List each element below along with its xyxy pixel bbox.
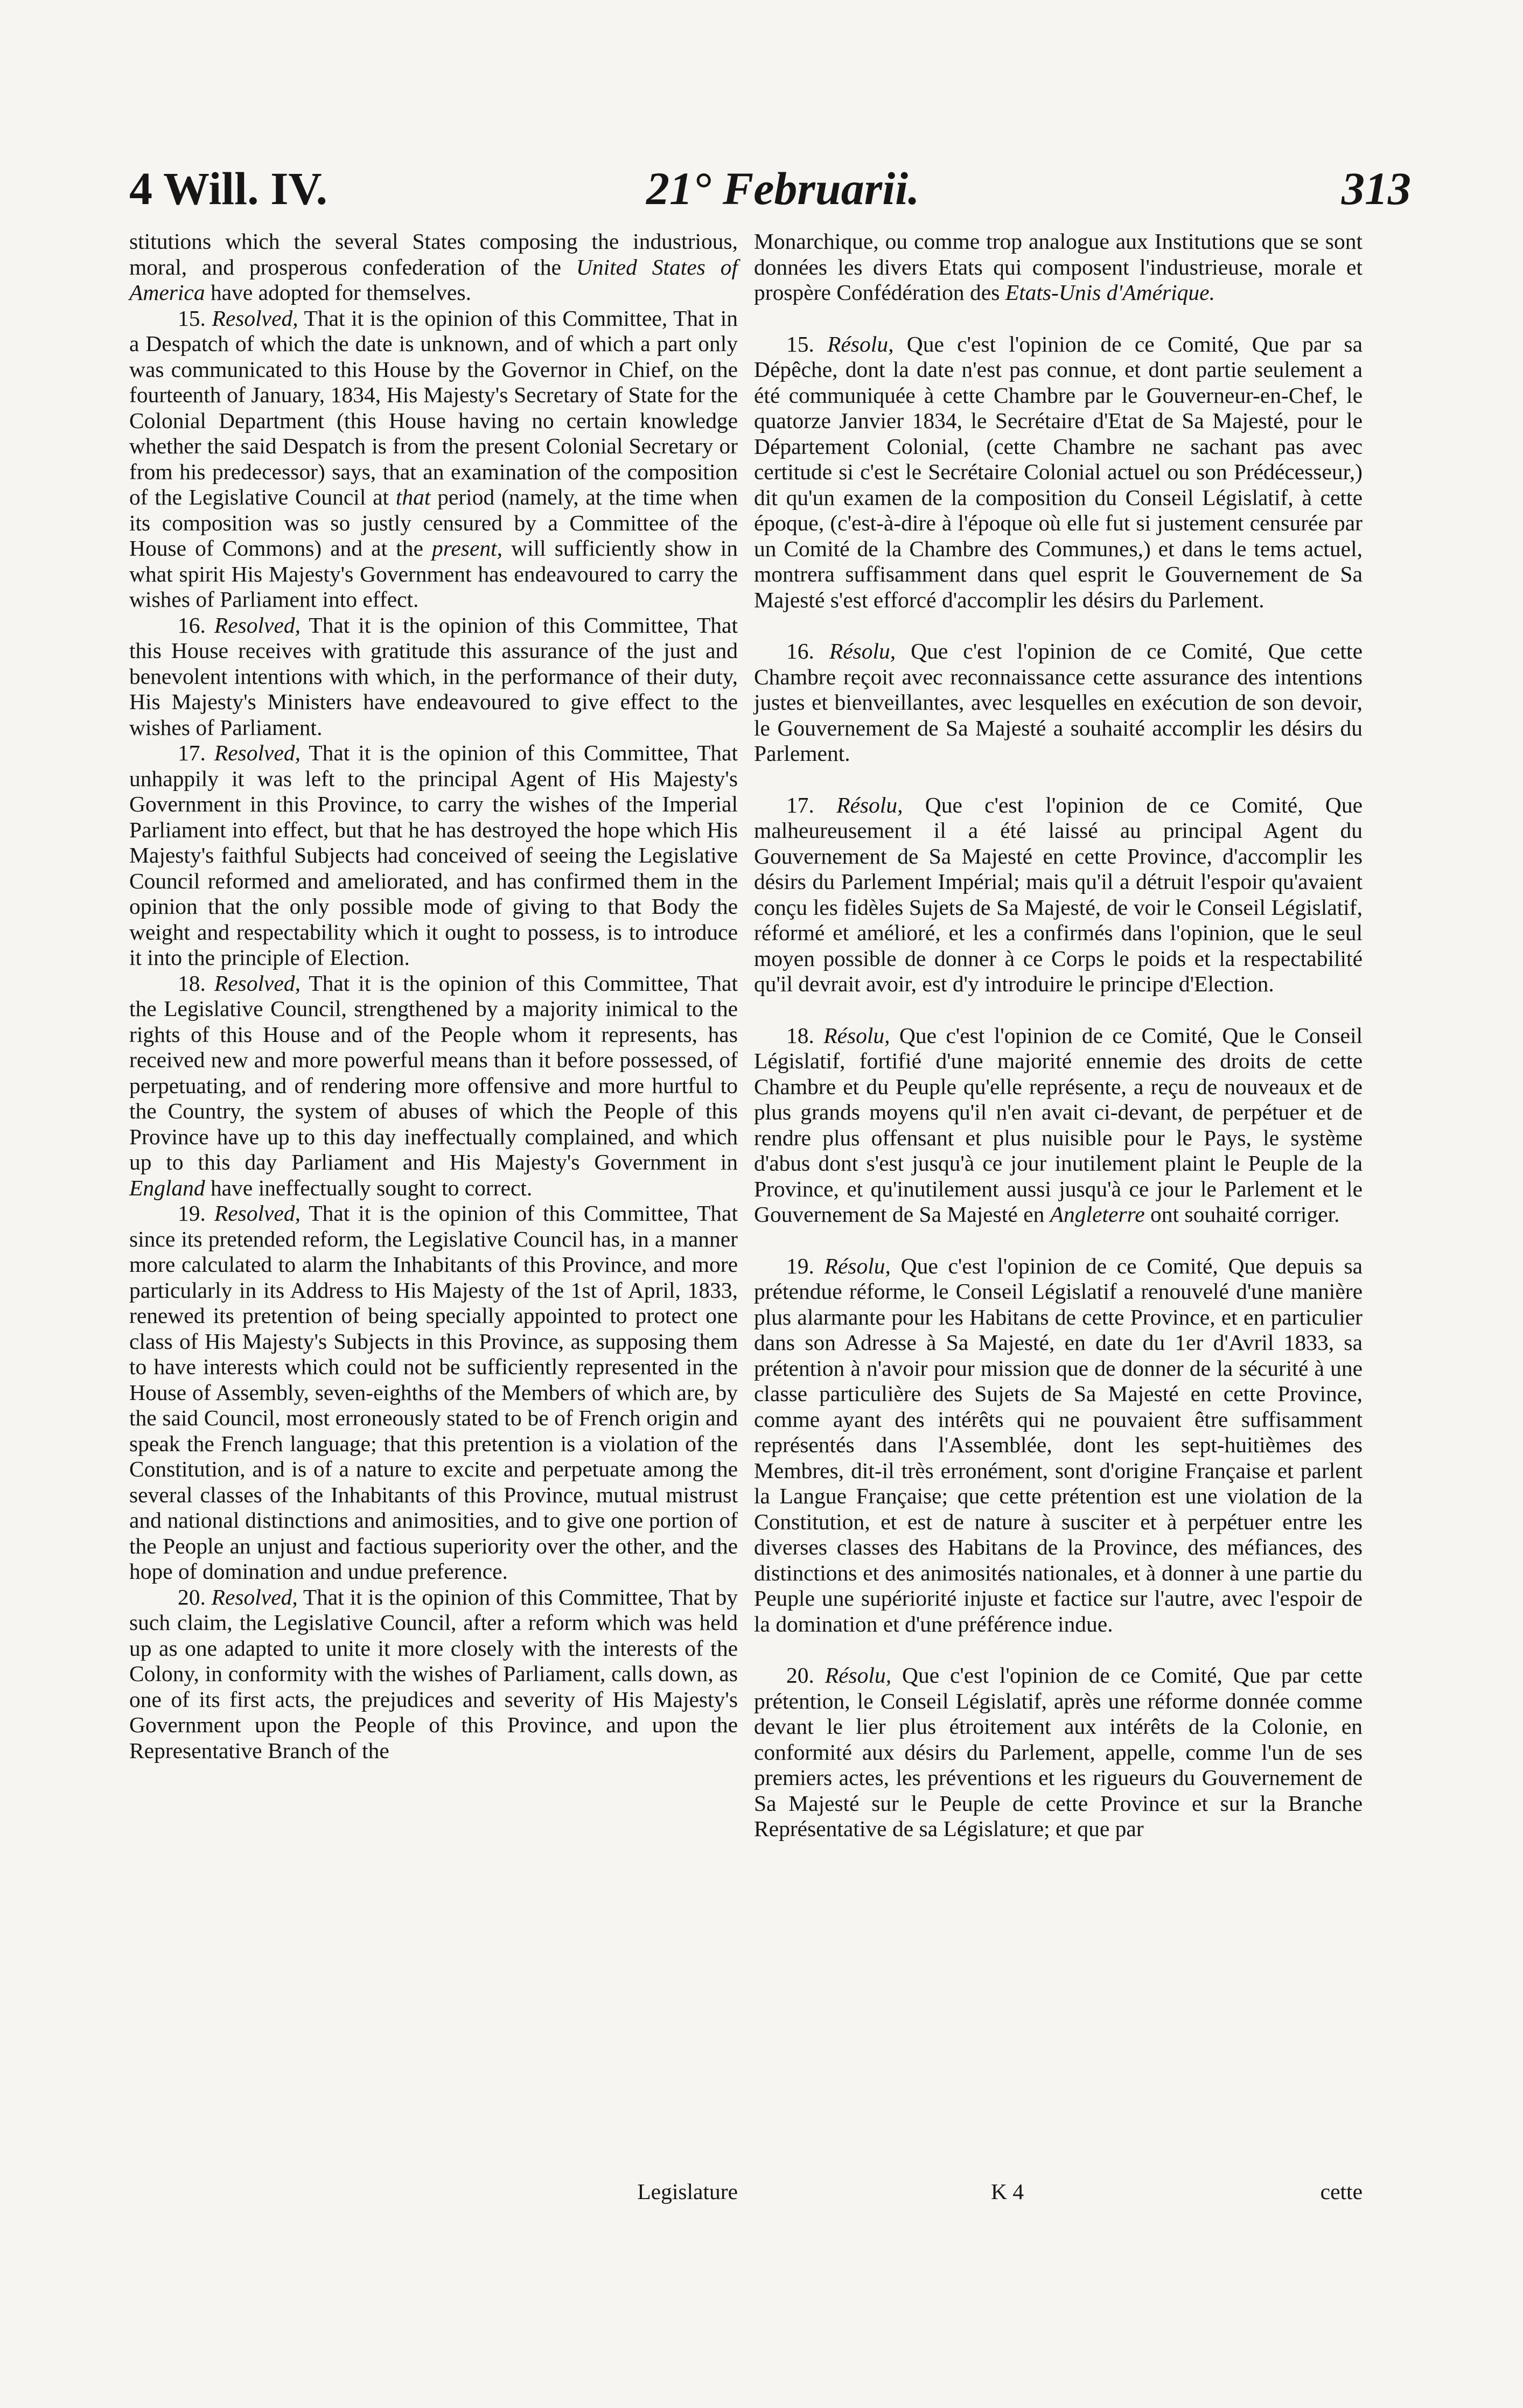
- emphasis: that: [395, 485, 431, 509]
- intro-text: stitutions which the several States composing the industrious, moral, and prosperous confederation of the: [129, 229, 738, 279]
- resolution-text: Que c'est l'opinion de ce Comité, Que cette Chambre reçoit avec reconnaissance cette assurance des intentions justes et bienveillantes, avec lesquelles en exécution de son devoir, le Gouvernement de Sa Majesté a souhaité accomplir les désirs du Parlement.: [754, 639, 1363, 766]
- resolution-number: 18.: [786, 1023, 824, 1048]
- intro-end: have adopted for themselves.: [205, 280, 471, 305]
- resolution-19: [129, 1201, 738, 1585]
- resolution-number: 15.: [786, 331, 828, 356]
- resolution-number: 15.: [178, 305, 212, 331]
- resolution-number: 16.: [786, 639, 829, 663]
- resolution-number: 19.: [178, 1201, 214, 1226]
- resolution-number: 17.: [178, 740, 214, 765]
- resolution-number: 18.: [178, 970, 214, 996]
- resolved-label: Resolved,: [211, 1584, 298, 1609]
- page-number: 313: [1342, 163, 1411, 214]
- resolution-text: That it is the opinion of this Committee, That by such claim, the Legislative Council, after a reform which was held up as one adapted to unite it more closely with the interests of the Colony, in conformity with the wishes of Parliament, calls down, as one of its first acts, the prejudices and severity of His Majesty's Government upon the People of this Province, and upon the Representative Branch of the: [129, 1584, 738, 1763]
- resolution-20: [129, 1585, 738, 1764]
- resolution-number: 17.: [786, 792, 837, 817]
- resolution-text: will sufficiently show in what spirit His Majesty's Government has endeavoured to carry the wishes of Parliament into effect.: [129, 536, 738, 612]
- catchword-left: Legislature: [637, 2179, 738, 2204]
- resolution-16: [129, 613, 738, 741]
- catchword-right: cette: [1320, 2179, 1363, 2204]
- resolution-number: 19.: [786, 1253, 825, 1278]
- continued-paragraph: [754, 229, 1363, 306]
- resolution-text: That it is the opinion of this Committee, That in a Despatch of which the date is unknown, and of which a part only was communicated to this House by the Governor in Chief, on the fourteenth of January, 1834, His Majesty's Secretary of State for the Colonial Department (this House having no certain knowledge whether the said Despatch is from the present Colonial Secretary or from his predecessor) says, that an examination of the composition of the Legislative Council at: [129, 305, 738, 509]
- resolved-label: Résolu,: [825, 1663, 892, 1688]
- resolved-label: Résolu,: [836, 792, 903, 817]
- emphasis: Angleterre: [1050, 1202, 1145, 1227]
- resolution-15: [129, 306, 738, 613]
- signature-mark: K 4: [991, 2179, 1024, 2204]
- session-date: 21° Februarii.: [646, 163, 920, 214]
- resolved-label: Resolved,: [214, 740, 301, 765]
- intro-text: Monarchique, ou comme trop analogue aux Institutions que se sont données les divers Etats qui composent l'industrieuse, morale et prospère Confédération des: [754, 229, 1363, 305]
- resolution-text: Que c'est l'opinion de ce Comité, Que malheureusement il a été laissé au principal Agent du Gouvernement de Sa Majesté en cette Province, d'accomplir les désirs du Parlement Impérial; mais qu'il a détruit l'espoir qu'avaient conçu les fidèles Sujets de Sa Majesté, de voir le Conseil Législatif, réformé et amélioré, et les a confirmés dans l'opinion, que le seul moyen possible de donner à ce Corps le poids et la respectabilité qu'il devrait avoir, est d'y introduire le principe d'Election.: [754, 792, 1363, 996]
- resolved-label: Résolu,: [824, 1253, 891, 1278]
- resolution-text: That it is the opinion of this Committee, That unhappily it was left to the principal Agent of His Majesty's Government in this Province, to carry the wishes of the Imperial Parliament into effect, but that he has destroyed the hope which His Majesty's faithful Subjects had conceived of seeing the Legislative Council reformed and ameliorated, and has confirmed them in the opinion that the only possible mode of giving to that Body the weight and respectability which it ought to possess, is to introduce it into the principle of Election.: [129, 740, 738, 970]
- regnal-year: 4 Will. IV.: [129, 163, 328, 214]
- resolution-20: [754, 1663, 1363, 1842]
- page-header: [129, 162, 1411, 221]
- resolution-16: [754, 639, 1363, 767]
- emphasis: England: [129, 1175, 205, 1200]
- continued-paragraph: [129, 229, 738, 306]
- resolved-label: Résolu,: [823, 1023, 890, 1048]
- french-column: [754, 229, 1363, 1842]
- resolution-17: [754, 793, 1363, 997]
- resolved-label: Resolved,: [214, 1201, 301, 1226]
- resolution-text: Que c'est l'opinion de ce Comité, Que le Conseil Législatif, fortifié d'une majorité ennemie des droits de cette Chambre et du Peuple qu'elle représente, a reçu de nouveaux et de plus grands moyens qu'il n'en avait ci-devant, de perpétuer et de rendre plus offensant et plus nuisible pour le Pays, le système d'abus dont s'est jusqu'à ce jour inutilement plaint le Peuple de la Province, et qu'inutilement aussi jusqu'à ce jour le Parlement et le Gouvernement de Sa Majesté en: [754, 1023, 1363, 1227]
- resolution-17: [129, 740, 738, 971]
- resolution-text: That it is the opinion of this Committee, That the Legislative Council, strengthened by a majority inimical to the rights of this House and of the People whom it represents, has received new and more powerful means than it before possessed, of perpetuating, and of rendering more offensive and more hurtful to the Country, the system of abuses of which the People of this Province have up to this day ineffectually complained, and which up to this day Parliament and His Majesty's Government in: [129, 970, 738, 1174]
- resolution-number: 20.: [178, 1584, 212, 1609]
- resolution-15: [754, 332, 1363, 613]
- resolution-text: Que c'est l'opinion de ce Comité, Que par cette prétention, le Conseil Législatif, après une réforme donnée comme devant le lier plus étroitement aux intérêts de la Colonie, en conformité aux désirs du Parlement, appelle, comme l'un de ses premiers actes, les préventions et les rigueurs du Gouvernement de Sa Majesté sur le Peuple de cette Province et sur la Branche Représentative de sa Législature; et que par: [754, 1663, 1363, 1841]
- english-column: [129, 229, 738, 1763]
- resolution-18: [129, 971, 738, 1201]
- intro-italic: United States of America: [129, 254, 738, 305]
- resolved-label: Resolved,: [214, 612, 301, 638]
- resolved-label: Résolu,: [827, 331, 894, 356]
- emphasis: present,: [432, 536, 503, 561]
- resolution-18: [754, 1023, 1363, 1228]
- intro-italic: Etats-Unis d'Amérique.: [1005, 280, 1215, 305]
- resolution-text: Que c'est l'opinion de ce Comité, Que par sa Dépêche, dont la date n'est pas connue, et dont partie seulement a été communiquée à cette Chambre par le Gouverneur-en-Chef, le quatorze Janvier 1834, le Secrétaire d'Etat de Sa Majesté, pour le Département Colonial, (cette Chambre ne sachant pas avec certitude si c'est le Secrétaire Colonial actuel ou son Prédécesseur,) dit qu'un examen de la composition du Conseil Législatif, à cette époque, (c'est-à-dire à l'époque où elle fut si justement censurée par un Comité de la Chambre des Communes,) et dans le tems actuel, montrera suffisamment dans quel esprit le Gouvernement de Sa Majesté s'est efforcé d'accomplir les désirs du Parlement.: [754, 331, 1363, 612]
- resolved-label: Resolved,: [212, 305, 298, 331]
- resolution-text: That it is the opinion of this Committee, That this House receives with gratitude this assurance of the just and benevolent intentions with which, in the performance of their duty, His Majesty's Ministers have endeavoured to give effect to the wishes of Parliament.: [129, 612, 738, 740]
- resolution-19: [754, 1254, 1363, 1637]
- resolved-label: Resolved,: [214, 970, 301, 996]
- resolution-number: 16.: [178, 612, 214, 638]
- resolution-text: Que c'est l'opinion de ce Comité, Que depuis sa prétendue réforme, le Conseil Législatif a renouvelé d'une manière plus alarmante pour les Habitans de cette Province, et en particulier dans son Adresse à Sa Majesté, en date du 1er d'Avril 1833, sa prétention à n'avoir pour mission que de donner de la sécurité à une classe particulière des Sujets de Sa Majesté en cette Province, comme ayant des intérêts qui ne pouvaient être suffisamment représentés dans l'Assemblée, dont les sept-huitièmes des Membres, dit-il très erronément, sont d'origine Française et parlent la Langue Française; que cette prétention est une violation de la Constitution, et est de nature à susciter et à perpétuer entre les diverses classes des Habitans de la Province, des méfiances, des distinctions et des animosités nationales, et à donner à une partie du Peuple une supériorité injuste et factice sur l'autre, avec l'espoir de la domination et d'une préférence indue.: [754, 1253, 1363, 1636]
- resolution-text: have ineffectually sought to correct.: [205, 1175, 533, 1200]
- resolution-text: ont souhaité corriger.: [1144, 1202, 1340, 1227]
- resolution-text: period (namely, at the time when its composition was so justly censured by a Committee of the House of Commons) and at the: [129, 485, 738, 561]
- resolved-label: Résolu,: [829, 639, 896, 663]
- resolution-text: That it is the opinion of this Committee, That since its pretended reform, the Legislative Council has, in a manner more calculated to alarm the Inhabitants of this Province, and more particularly in its Address to His Majesty of the 1st of April, 1833, renewed its pretention of being specially appointed to protect one class of His Majesty's Subjects in this Province, as supposing them to have interests which could not be sufficiently represented in the House of Assembly, seven-eighths of the Members of which are, by the said Council, most erroneously stated to be of French origin and speak the French language; that this pretention is a violation of the Constitution, and is of a nature to excite and perpetuate among the several classes of the Inhabitants of this Province, mutual mistrust and national distinctions and animosities, and to give one portion of the People an unjust and factious superiority over the other, and the hope of domination and undue preference.: [129, 1201, 738, 1584]
- resolution-number: 20.: [786, 1663, 825, 1688]
